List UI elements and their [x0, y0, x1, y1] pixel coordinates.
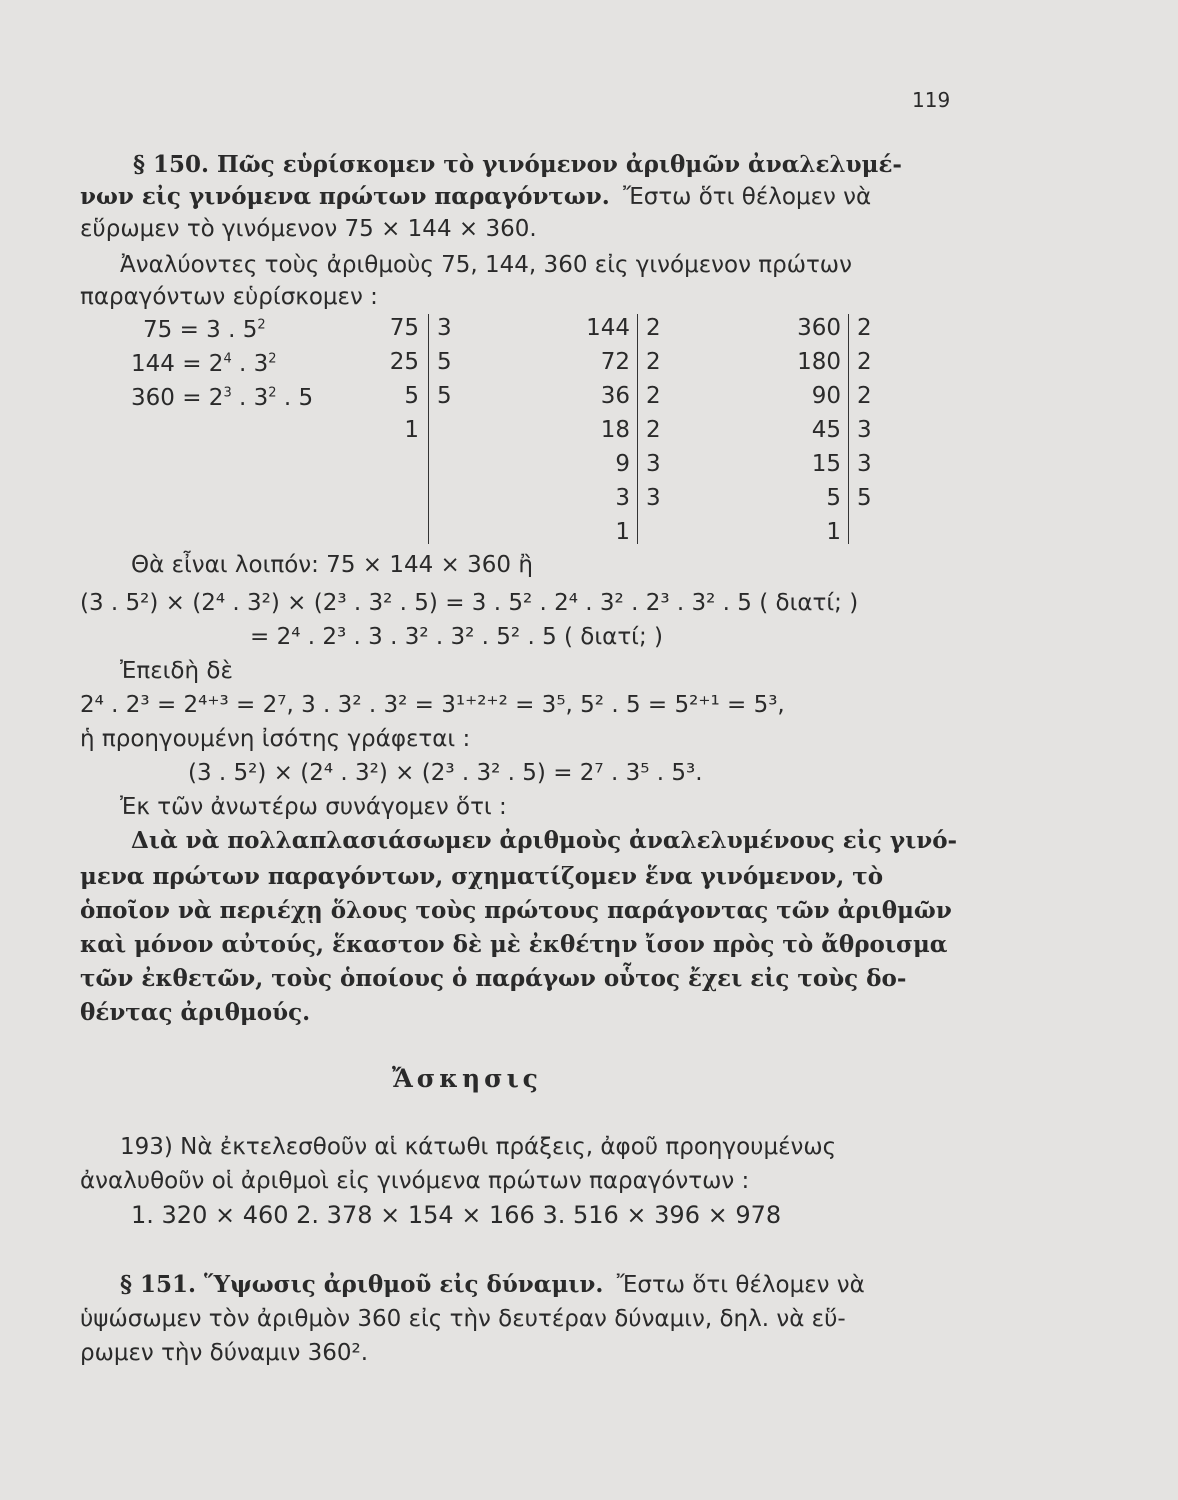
exercises-heading: Ἄσκησις [392, 1064, 542, 1093]
rule-line: καὶ μόνον αὐτούς, ἕκαστον δὲ μὲ ἐκθέτην ἴσον πρὸς τὸ ἄθροισμα [80, 931, 948, 958]
table-number: 45 [811, 417, 841, 443]
body-line-2: (3 . 5²) × (2⁴ . 3²) × (2³ . 3² . 5) = 3 . 5² . 2⁴ . 3² . 2³ . 3² . 5 ( διατί; ) [80, 590, 859, 616]
table-number: 1 [404, 417, 419, 443]
section-150-text-line5: παραγόντων εὑρίσκομεν : [80, 284, 378, 310]
table-number: 360 [797, 315, 841, 341]
table-number: 72 [600, 349, 630, 375]
table-factor: 5 [437, 349, 452, 375]
rule-line: τῶν ἐκθετῶν, τοὺς ὁποίους ὁ παράγων οὗτος ἔχει εἰς τοὺς δο- [80, 965, 907, 992]
section-151-text-line3: ρωμεν τὴν δύναμιν 360². [80, 1340, 369, 1366]
page-number: 119 [912, 88, 951, 112]
exercise-line-1: 193) Νὰ ἐκτελεσθοῦν αἱ κάτωθι πράξεις, ἀφοῦ προηγουμένως [120, 1134, 837, 1160]
table-number: 75 [389, 315, 419, 341]
table-factor: 2 [857, 383, 872, 409]
section-150-text-line3: εὕρωμεν τὸ γινόμενον 75 × 144 × 360. [80, 216, 537, 242]
table-divider [637, 314, 638, 544]
table-factor: 2 [646, 383, 661, 409]
rule-line: ὁποῖον νὰ περιέχῃ ὅλους τοὺς πρώτους παράγοντας τῶν ἀριθμῶν [80, 897, 952, 924]
section-150-text-line4: Ἀναλύοντες τοὺς ἀριθμοὺς 75, 144, 360 εἰς γινόμενον πρώτων [120, 252, 852, 278]
exercise-line-3: 1. 320 × 460 2. 378 × 154 × 166 3. 516 × 396 × 978 [131, 1201, 782, 1229]
table-factor: 2 [646, 349, 661, 375]
table-number: 5 [404, 383, 419, 409]
section-151-title-line: § 151. Ὕψωσις ἀριθμοῦ εἰς δύναμιν. Ἔστω ὅτι θέλομεν νὰ [120, 1271, 865, 1298]
table-number: 1 [615, 519, 630, 545]
table-factor: 2 [646, 315, 661, 341]
table-number: 1 [826, 519, 841, 545]
table-number: 90 [811, 383, 841, 409]
table-number: 25 [389, 349, 419, 375]
table-divider [428, 314, 429, 544]
table-factor: 2 [646, 417, 661, 443]
body-line-1: Θὰ εἶναι λοιπόν: 75 × 144 × 360 ἢ [131, 552, 533, 578]
table-factor: 5 [437, 383, 452, 409]
table-factor: 3 [646, 485, 661, 511]
body-line-8: Ἐκ τῶν ἀνωτέρω συνάγομεν ὅτι : [120, 794, 507, 820]
body-line-5: 2⁴ . 2³ = 2⁴⁺³ = 2⁷, 3 . 3² . 3² = 3¹⁺²⁺² = 3⁵, 5² . 5 = 5²⁺¹ = 5³, [80, 692, 785, 718]
table-factor: 3 [857, 451, 872, 477]
exercise-line-2: ἀναλυθοῦν οἱ ἀριθμοὶ εἰς γινόμενα πρώτων παραγόντων : [80, 1168, 750, 1194]
decomposition-360: $360 = 2^3$ . $3^2$ . 5 [131, 385, 314, 411]
table-factor: 5 [857, 485, 872, 511]
table-number: 15 [811, 451, 841, 477]
table-number: 5 [826, 485, 841, 511]
table-number: 180 [797, 349, 841, 375]
rule-line: μενα πρώτων παραγόντων, σχηματίζομεν ἕνα γινόμενον, τὸ [80, 863, 884, 890]
table-factor: 2 [857, 349, 872, 375]
table-number: 3 [615, 485, 630, 511]
table-factor: 3 [857, 417, 872, 443]
table-divider [848, 314, 849, 544]
rule-line: Διὰ νὰ πολλαπλασιάσωμεν ἀριθμοὺς ἀναλελυμένους εἰς γινό- [131, 827, 958, 854]
table-factor: 3 [437, 315, 452, 341]
table-number: 18 [600, 417, 630, 443]
decomposition-75: 75 = 3 . $5^2$ [143, 317, 266, 343]
body-line-3: = 2⁴ . 2³ . 3 . 3² . 3² . 5² . 5 ( διατί; ) [250, 624, 663, 650]
section-150-title-line2: νων εἰς γινόμενα πρώτων παραγόντων. Ἔστω ὅτι θέλομεν νὰ [80, 183, 872, 210]
table-number: 144 [586, 315, 630, 341]
body-line-6: ἡ προηγουμένη ἰσότης γράφεται : [80, 726, 471, 752]
table-number: 36 [600, 383, 630, 409]
body-line-4: Ἐπειδὴ δὲ [120, 658, 233, 684]
section-151-text-line2: ὑψώσωμεν τὸν ἀριθμὸν 360 εἰς τὴν δευτέραν δύναμιν, δηλ. νὰ εὕ- [80, 1306, 846, 1332]
body-line-7: (3 . 5²) × (2⁴ . 3²) × (2³ . 3² . 5) = 2⁷ . 3⁵ . 5³. [188, 760, 703, 786]
section-150-title-line1: § 150. Πῶς εὑρίσκομεν τὸ γινόμενον ἀριθμῶν ἀναλελυμέ- [133, 151, 902, 178]
decomposition-144: $144 = 2^4$ . $3^2$ [131, 351, 277, 377]
table-factor: 3 [646, 451, 661, 477]
table-factor: 2 [857, 315, 872, 341]
table-number: 9 [615, 451, 630, 477]
rule-line: θέντας ἀριθμούς. [80, 999, 311, 1026]
